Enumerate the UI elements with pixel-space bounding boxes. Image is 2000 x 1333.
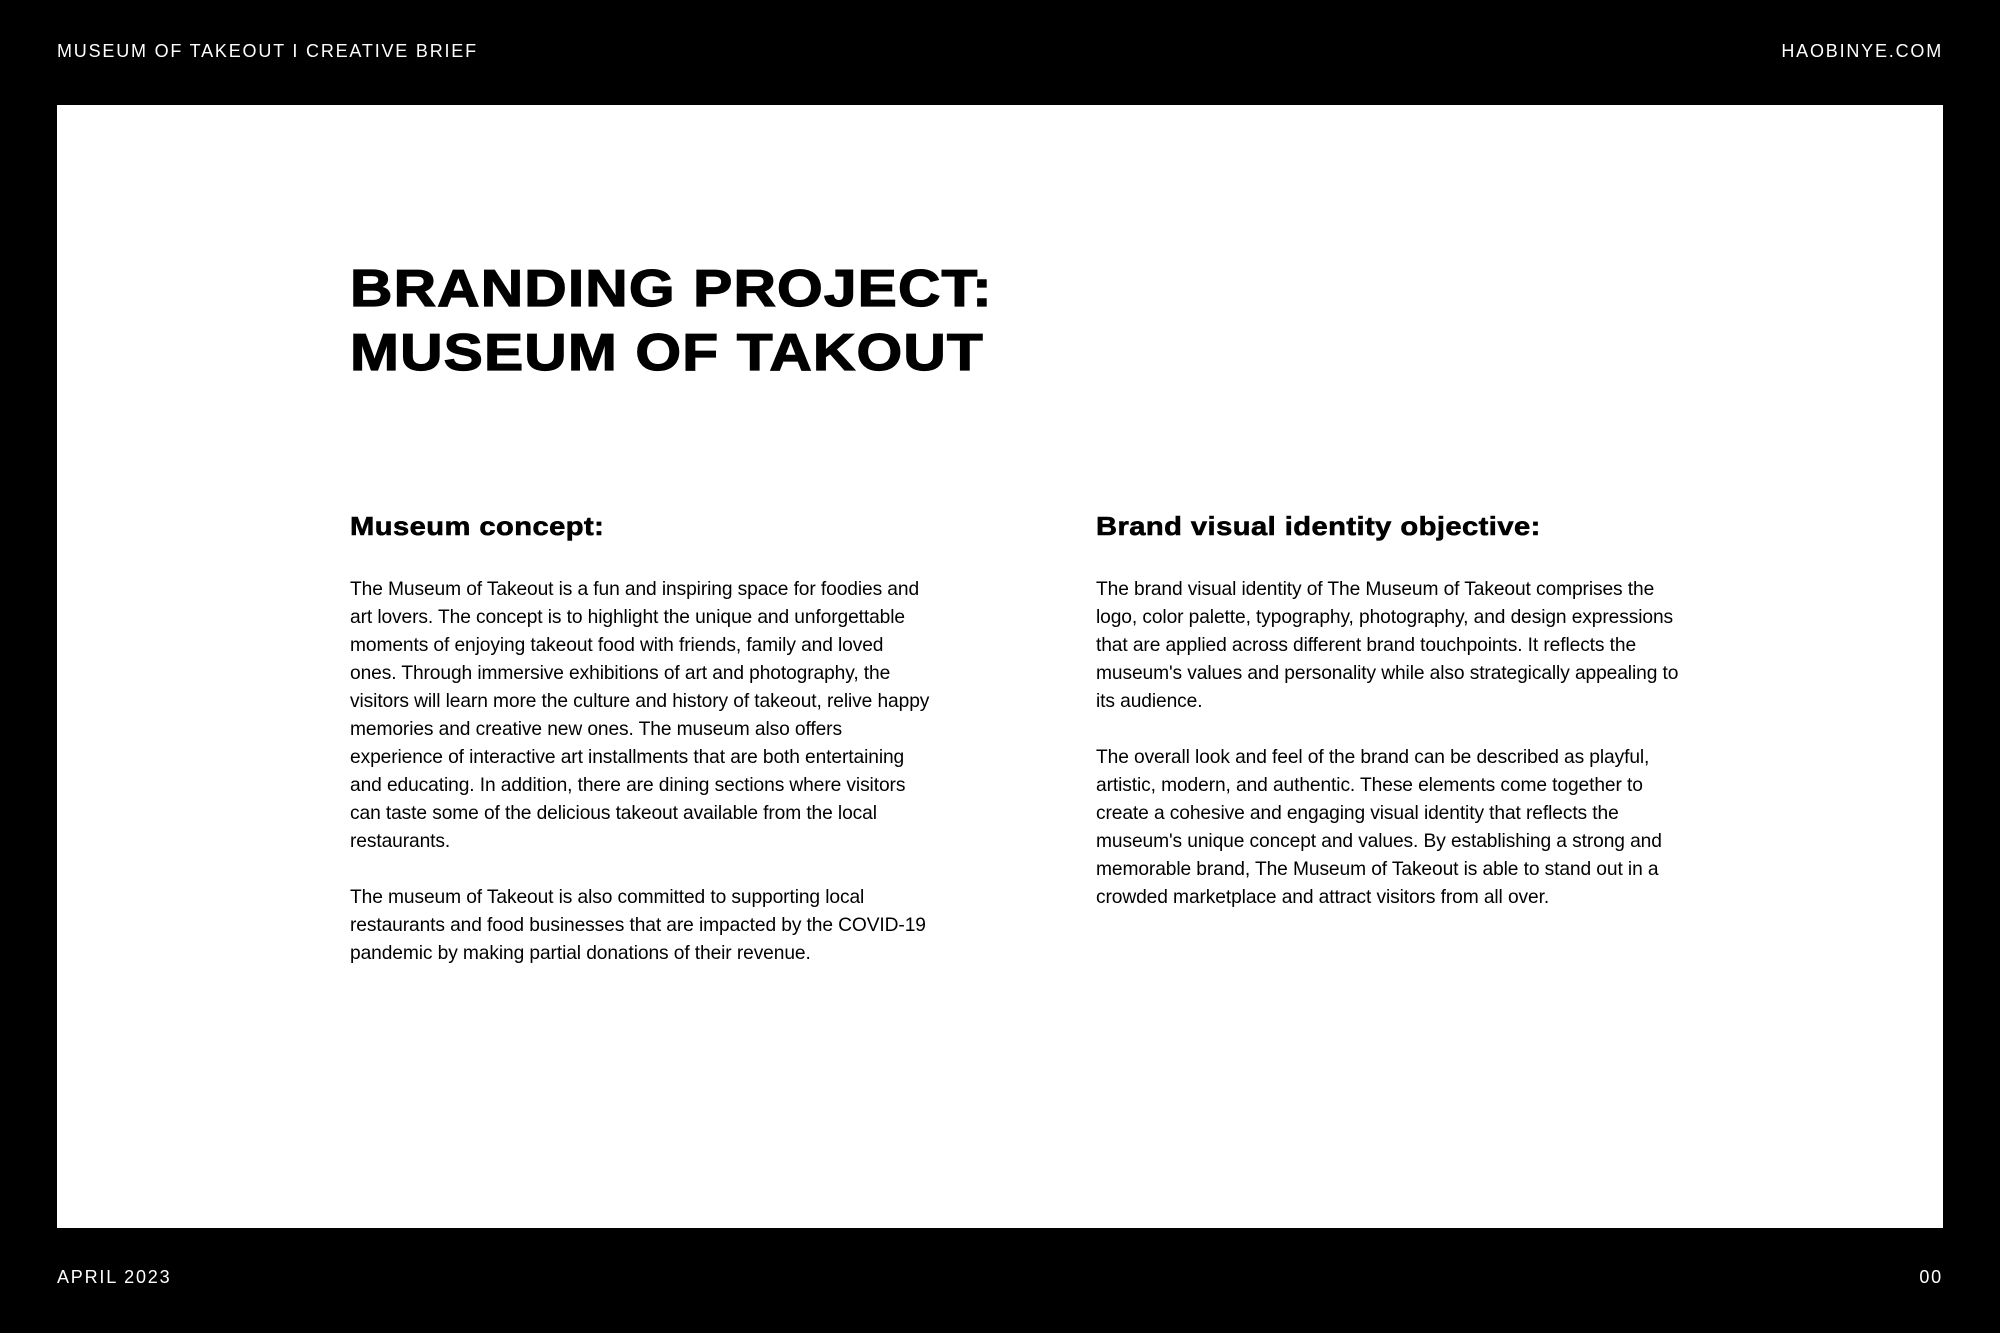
page-title-line-1: BRANDING PROJECT: bbox=[350, 260, 993, 318]
museum-concept-section bbox=[350, 510, 930, 968]
website-label: HAOBINYE.COM bbox=[1781, 40, 1943, 61]
museum-concept-heading: Museum concept: bbox=[350, 511, 605, 541]
bottom-bar bbox=[57, 1262, 1943, 1292]
date-label: APRIL 2023 bbox=[57, 1266, 172, 1287]
museum-concept-paragraph-1: The Museum of Takeout is a fun and inspiring space for foodies and art lovers. The concept is to highlight the unique and unforgettable moments of enjoying takeout food with friends, family and loved ones. Through immersive exhibitions of art and photography, the visitors will learn more the culture and history of takeout, relive happy memories and creative new ones. The museum also offers experience of interactive art installments that are both entertaining and educating. In addition, there are dining sections where visitors can taste some of the delicious takeout available from the local restaurants. bbox=[350, 579, 930, 852]
page-number: 00 bbox=[1919, 1266, 1943, 1287]
brand-identity-paragraph-1: The brand visual identity of The Museum of Takeout comprises the logo, color palette, typography, photography, and design expressions that are applied across different brand touchpoints. It reflects the museum's values and personality while also strategically appealing to its audience. bbox=[1096, 579, 1679, 712]
brand-identity-section bbox=[1096, 510, 1696, 912]
brand-identity-paragraph-2: The overall look and feel of the brand can be described as playful, artistic, modern, and authentic. These elements come together to create a cohesive and engaging visual identity that reflects the museum's unique concept and values. By establishing a strong and memorable brand, The Museum of Takeout is able to stand out in a crowded marketplace and attract visitors from all over. bbox=[1096, 747, 1662, 908]
content-panel bbox=[57, 105, 1943, 1228]
brand-identity-heading: Brand visual identity objective: bbox=[1096, 511, 1541, 541]
page-title-line-2: MUSEUM OF TAKOUT bbox=[350, 324, 984, 382]
museum-concept-paragraph-2: The museum of Takeout is also committed to supporting local restaurants and food businesses that are impacted by the COVID-19 pandemic by making partial donations of their revenue. bbox=[350, 887, 926, 964]
page-title bbox=[350, 257, 993, 385]
top-bar bbox=[57, 36, 1943, 66]
document-title-label: MUSEUM OF TAKEOUT I CREATIVE BRIEF bbox=[57, 40, 478, 61]
